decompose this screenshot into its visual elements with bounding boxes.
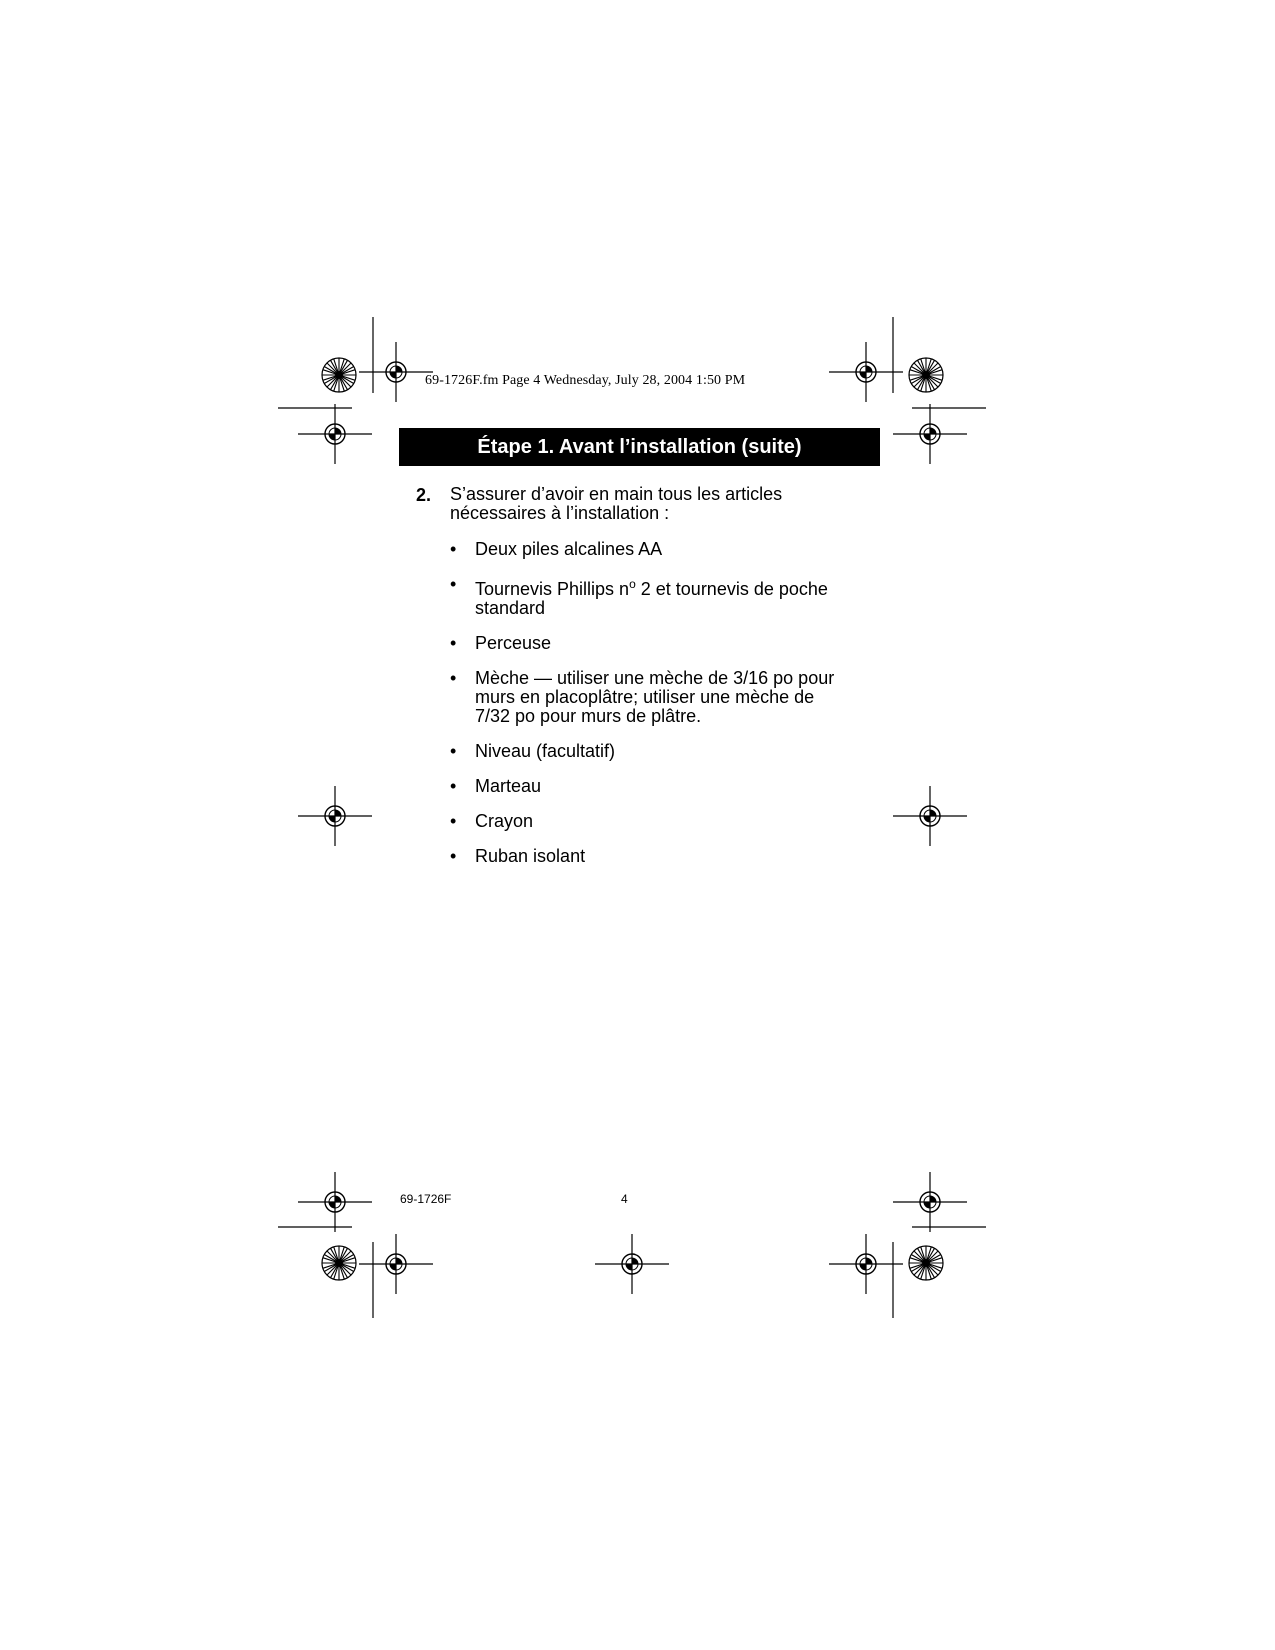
list-item xyxy=(450,847,870,866)
list-item xyxy=(450,742,870,761)
registration-bottom-right-icon xyxy=(829,1234,903,1294)
bullet-icon: • xyxy=(450,811,457,831)
starburst-bottom-left-icon xyxy=(322,1246,356,1280)
item-text: Perceuse xyxy=(475,633,552,653)
bullet-icon: • xyxy=(450,668,457,688)
list-item xyxy=(450,669,870,726)
bullet-icon: • xyxy=(450,633,457,653)
supplies-list xyxy=(450,540,870,882)
item-text: Deux piles alcalines AA xyxy=(475,539,663,559)
starburst-top-right-icon xyxy=(909,358,943,392)
bullet-icon: • xyxy=(450,776,457,796)
list-item xyxy=(450,575,870,618)
item-text: Ruban isolant xyxy=(475,846,586,866)
item-text: Marteau xyxy=(475,776,542,796)
bullet-icon: • xyxy=(450,741,457,761)
footer-page-number: 4 xyxy=(621,1192,628,1206)
step-instruction: S’assurer d’avoir en main tous les articles nécessaires à l’installation : xyxy=(450,484,783,523)
registration-lower-right-icon xyxy=(893,1172,967,1232)
bullet-icon: • xyxy=(450,539,457,559)
banner-title: Étape 1. Avant l’installation (suite) xyxy=(477,435,802,458)
bullet-icon: • xyxy=(450,846,457,866)
registration-top-right-icon xyxy=(829,342,903,402)
section-banner xyxy=(399,428,880,466)
registration-bottom-left-icon xyxy=(359,1234,433,1294)
registration-middle-right-icon xyxy=(893,786,967,846)
registration-lower-left-icon xyxy=(298,1172,372,1232)
item-text-part: 2 et tournevis de poche standard xyxy=(475,579,828,618)
bullet-icon: • xyxy=(450,574,457,594)
starburst-top-left-icon xyxy=(322,358,356,392)
registration-bottom-center-icon xyxy=(595,1234,669,1294)
registration-top-left-icon xyxy=(359,342,433,402)
item-text: Niveau (facultatif) xyxy=(475,741,616,761)
step-number: 2. xyxy=(416,485,432,505)
list-item xyxy=(450,634,870,653)
item-text-part: Tournevis Phillips n xyxy=(475,579,630,599)
file-slug: 69-1726F.fm Page 4 Wednesday, July 28, 2004 1:50 PM xyxy=(425,373,746,388)
list-item xyxy=(450,777,870,796)
footer-doc-code: 69-1726F xyxy=(400,1192,452,1206)
list-item xyxy=(450,540,870,559)
registration-upper-left-icon xyxy=(298,404,372,464)
registration-upper-right-icon xyxy=(893,404,967,464)
list-item xyxy=(450,812,870,831)
starburst-bottom-right-icon xyxy=(909,1246,943,1280)
item-text xyxy=(475,579,828,618)
superscript: o xyxy=(629,577,636,591)
registration-middle-left-icon xyxy=(298,786,372,846)
item-text: Mèche — utiliser une mèche de 3/16 po pour murs en placoplâtre; utiliser une mèche de 7/32 po pour murs de plâtre. xyxy=(475,668,835,726)
item-text: Crayon xyxy=(475,811,534,831)
